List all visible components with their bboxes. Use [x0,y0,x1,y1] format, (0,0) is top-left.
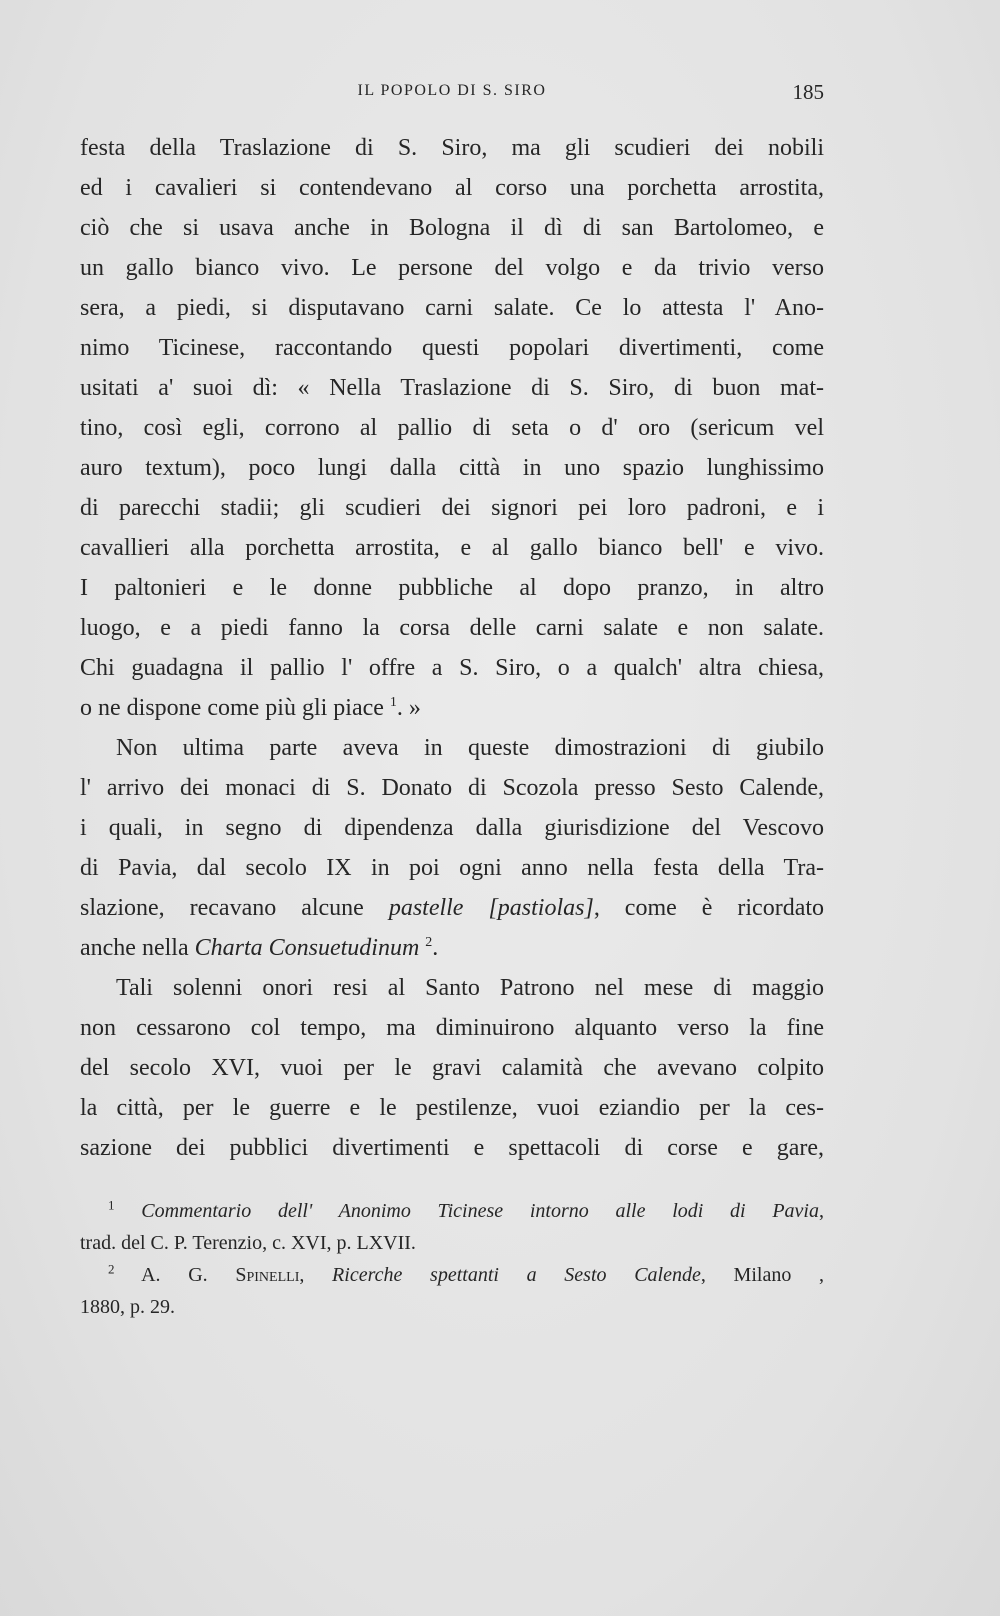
body-text [80,128,824,1168]
text-line: usitati a' suoi dì: « Nella Traslazione di S. Siro, di buon mat- [80,375,824,401]
text-line: Chi guadagna il pallio l' offre a S. Siro, o a qualch' altra chiesa, [80,655,824,681]
footnote-punct: , [819,1200,824,1222]
text-line: del secolo XVI, vuoi per le gravi calamità che avevano colpito [80,1055,824,1081]
italic-text: Charta Consuetudinum [194,935,420,961]
text-line: ciò che si usava anche in Bologna il dì di san Bartolomeo, e [80,215,824,241]
text-line: di Pavia, dal secolo IX in poi ogni anno nella festa della Tra- [80,855,824,881]
text-line: ed i cavalieri si contendevano al corso una porchetta arrostita, [80,175,824,201]
line-text: anche nella [80,935,195,961]
footnote-2-cont: 1880, p. 29. [80,1296,175,1318]
italic-text: pastelle [pastiolas] [388,895,594,921]
footnote-title: Ricerche spettanti a Sesto Calende [332,1264,701,1286]
footnote-punct: , Milano , [700,1264,825,1286]
line-text: o ne dispone come più gli piace [80,695,384,721]
text-line: sazione dei pubblici divertimenti e spettacoli di corse e gare, [80,1135,824,1161]
text-line: l' arrivo dei monaci di S. Donato di Scozola presso Sesto Calende, [80,775,824,801]
text-line [80,928,824,968]
line-text: slazione, recavano alcune [80,895,389,921]
text-line: cavallieri alla porchetta arrostita, e al gallo bianco bell' e vivo. [80,535,824,561]
text-line: festa della Traslazione di S. Siro, ma gli scudieri dei nobili [80,135,824,161]
text-line: i quali, in segno di dipendenza dalla giurisdizione del Vescovo [80,815,824,841]
text-line: auro textum), poco lungi dalla città in uno spazio lunghissimo [80,455,824,481]
text-line: Tali solenni onori resi al Santo Patrono nel mese di maggio [116,975,824,1001]
footnote-title: Commentario dell' Anonimo Ticinese intorno alle lodi di Pavia [141,1200,819,1222]
page-number: 185 [792,80,824,104]
footnote-mark: 2 [108,1261,115,1277]
footnotes [80,1195,824,1323]
text-line: sera, a piedi, si disputavano carni salate. Ce lo attesta l' Ano- [80,295,824,321]
running-head: IL POPOLO DI S. SIRO [357,82,547,99]
text-line: la città, per le guerre e le pestilenze, vuoi eziandio per la ces- [80,1095,824,1121]
footnote-author-prefix: A. G. [141,1264,236,1286]
text-line: tino, così egli, corrono al pallio di seta o d' oro (sericum vel [80,415,824,441]
line-text: , come è ricordato [593,895,825,921]
page-header [80,80,824,110]
footnote-mark: 1 [108,1197,115,1213]
text-line [80,688,824,728]
text-line: un gallo bianco vivo. Le persone del volgo e da trivio verso [80,255,824,281]
text-line: di parecchi stadii; gli scudieri dei signori pei loro padroni, e i [80,495,824,521]
footnote-ref-2[interactable]: 2 [425,935,433,950]
footnote-ref-1[interactable]: 1 [389,695,397,710]
line-tail: . » [396,695,421,721]
text-line: Non ultima parte aveva in queste dimostrazioni di giubilo [116,735,824,761]
footnote-1-cont: trad. del C. P. Terenzio, c. XVI, p. LXVII. [80,1232,416,1254]
text-line: I paltonieri e le donne pubbliche al dopo pranzo, in altro [80,575,824,601]
footnote-2 [80,1259,824,1291]
footnote-sep: , [299,1264,333,1286]
text-line: non cessarono col tempo, ma diminuirono alquanto verso la fine [80,1015,824,1041]
text-line: luogo, e a piedi fanno la corsa delle carni salate e non salate. [80,615,824,641]
footnote-author: Spinelli [235,1264,300,1286]
text-line [80,888,824,928]
footnote-1 [80,1195,824,1227]
line-end: . [432,935,439,961]
text-line: nimo Ticinese, raccontando questi popolari divertimenti, come [80,335,824,361]
